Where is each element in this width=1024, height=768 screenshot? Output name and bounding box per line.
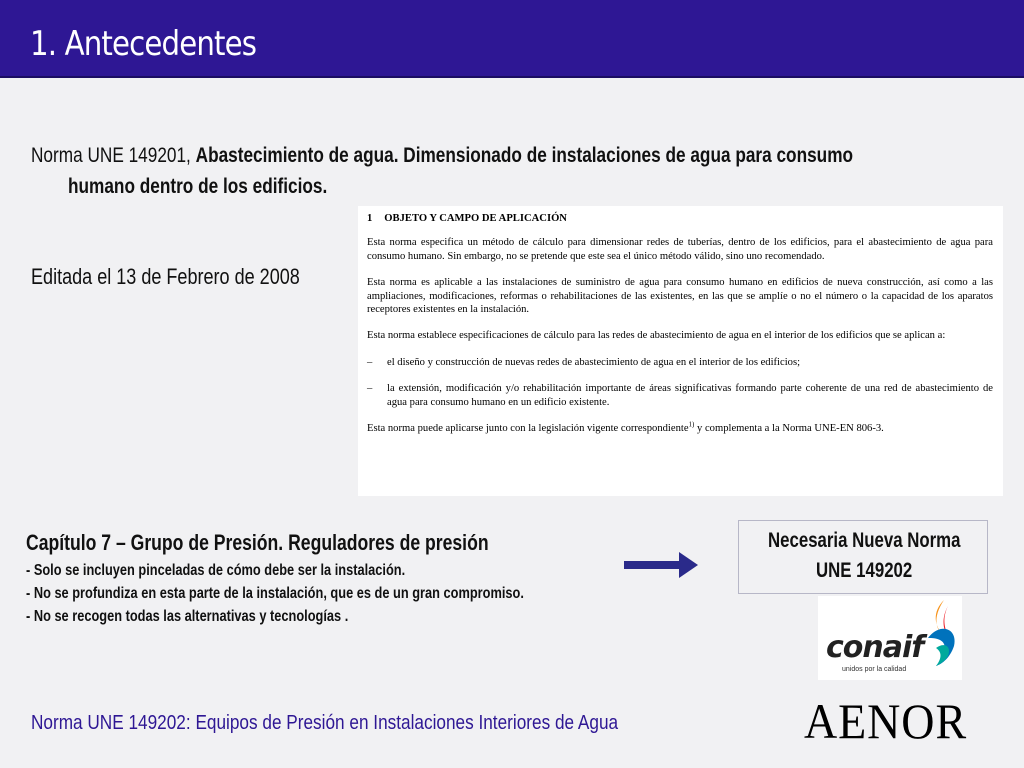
- document-section-title: OBJETO Y CAMPO DE APLICACIÓN: [384, 213, 567, 224]
- chapter-bullet: - Solo se incluyen pinceladas de cómo debe ser la instalación.: [26, 562, 406, 579]
- list-item-text: la extensión, modificación y/o rehabilitación importante de áreas significativas formando parte coherente de una red de abastecimiento de agua para consumo humano en un edificio existente.: [387, 383, 993, 408]
- document-paragraph-4: [367, 422, 993, 435]
- document-section-number: 1: [367, 213, 373, 224]
- document-paragraph-2: Esta norma es aplicable a las instalaciones de suministro de agua para consumo humano en edificios de nueva construcción, así como a las ampliaciones, modificaciones, reformas o rehabilitaciones de las existentes, en las que se amplíe o no el número o la capacidad de los aparatos receptores existentes en la instalación.: [367, 277, 993, 316]
- footer-norma: [31, 712, 618, 735]
- list-item-text: el diseño y construcción de nuevas redes de abastecimiento de agua en el interior de los edificios;: [387, 356, 801, 368]
- norma-reference-line1: [31, 144, 853, 168]
- norma-prefix: Norma UNE 149201,: [31, 144, 196, 167]
- document-paragraph-3: Esta norma establece especificaciones de cálculo para las redes de abastecimiento de agua en el interior de los edificios que se aplican a:: [367, 330, 946, 342]
- footer-norma-number: Norma UNE 149202: [31, 712, 186, 734]
- norma-title-part2: humano dentro de los edificios.: [68, 175, 328, 198]
- chapter-bullet: - No se recogen todas las alternativas y tecnologías .: [26, 608, 349, 625]
- document-excerpt: [358, 206, 1003, 496]
- aenor-logo: AENOR: [804, 693, 968, 749]
- footer-norma-title: : Equipos de Presión en Instalaciones Interiores de Agua: [185, 712, 619, 734]
- norma-title-part1: Abastecimiento de agua. Dimensionado de instalaciones de agua para consumo: [195, 144, 854, 167]
- chapter-bullet: - No se profundiza en esta parte de la instalación, que es de un gran compromiso.: [26, 585, 524, 602]
- document-list-item: [367, 356, 993, 369]
- right-arrow-icon: [623, 550, 699, 580]
- new-standard-callout: [738, 520, 988, 594]
- callout-line2: UNE 149202: [815, 559, 913, 582]
- paragraph-4-text: Esta norma puede aplicarse junto con la legislación vigente correspondiente: [367, 423, 689, 435]
- list-dash: –: [367, 356, 373, 368]
- document-section-heading: [367, 212, 993, 225]
- callout-line1: Necesaria Nueva Norma: [767, 529, 961, 552]
- conaif-logo: [818, 596, 962, 680]
- document-list-item: [367, 382, 993, 409]
- conaif-tagline: unidos por la calidad: [842, 666, 907, 673]
- footnote-marker: 1): [688, 420, 695, 429]
- chapter-title: Capítulo 7 – Grupo de Presión. Reguladores de presión: [26, 530, 489, 555]
- edition-date: Editada el 13 de Febrero de 2008: [31, 264, 300, 289]
- paragraph-4-tail: y complementa a la Norma UNE-EN 806-3.: [694, 423, 884, 435]
- slide-title: 1. Antecedentes: [30, 24, 257, 64]
- list-dash: –: [367, 383, 373, 395]
- document-paragraph-1: Esta norma especifica un método de cálculo para dimensionar redes de tuberías, dentro de los edificios, para el abastecimiento de agua para consumo humano. Sin embargo, no se pretende que este sea el único método válido, sino uno recomendado.: [367, 237, 993, 262]
- conaif-wordmark: conaif: [826, 630, 924, 665]
- header-bar: [0, 0, 1024, 78]
